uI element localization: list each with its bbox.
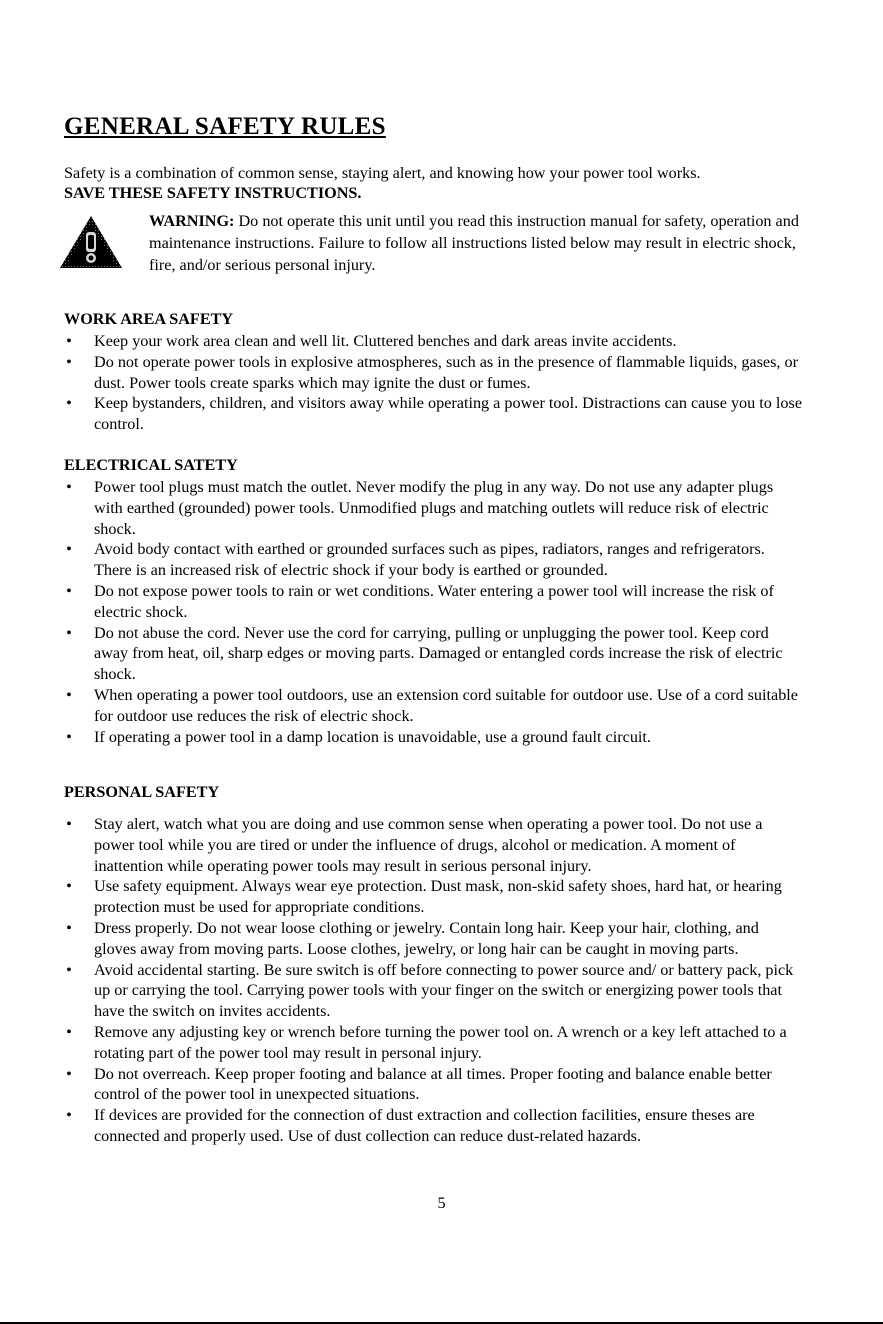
list-item xyxy=(64,581,804,623)
list-item xyxy=(64,918,804,960)
list-item-text: Do not operate power tools in explosive atmospheres, such as in the presence of flammable liquids, gases, or dust. Power tools create sparks which may ignite the dust or fumes. xyxy=(94,352,798,392)
list-item xyxy=(64,623,804,685)
bullet-icon: • xyxy=(66,394,72,413)
warning-block xyxy=(58,210,798,282)
list-item-text: Keep your work area clean and well lit. Cluttered benches and dark areas invite accidents. xyxy=(94,332,677,350)
bullet-icon: • xyxy=(66,581,72,600)
bullet-icon: • xyxy=(66,815,72,833)
intro-text: Safety is a combination of common sense, staying alert, and knowing how your power tool works. xyxy=(64,164,701,182)
warning-text xyxy=(149,210,819,276)
intro-paragraph xyxy=(64,163,824,203)
bullet-icon: • xyxy=(66,1106,72,1125)
bullet-icon: • xyxy=(66,918,72,937)
list-item-text: Use safety equipment. Always wear eye protection. Dust mask, non-skid safety shoes, hard hat, or hearing protection must be used for appropriate conditions. xyxy=(94,877,782,917)
bullet-icon: • xyxy=(66,332,72,350)
section-title: WORK AREA SAFETY xyxy=(64,310,234,328)
list-item xyxy=(64,1022,804,1064)
list-item xyxy=(64,727,804,748)
page-title: GENERAL SAFETY RULES xyxy=(64,113,386,140)
electrical-safety-section xyxy=(64,455,804,747)
bullet-icon: • xyxy=(66,727,72,746)
bullet-icon: • xyxy=(66,960,72,979)
list-item xyxy=(64,814,804,876)
list-item xyxy=(64,393,804,435)
warning-body: Do not operate this unit until you read this instruction manual for safety, operation and maintenance instructions. Failure to follow all instructions listed below may result in electric shock, fire, and/or serious personal injury. xyxy=(149,212,799,274)
bullet-icon: • xyxy=(66,1022,72,1041)
list-item xyxy=(64,331,804,352)
list-item xyxy=(64,1064,804,1106)
section-title: ELECTRICAL SATETY xyxy=(64,456,238,474)
warning-triangle-icon xyxy=(58,214,124,270)
rule-list xyxy=(64,477,804,747)
list-item xyxy=(64,685,804,727)
list-item-text: Remove any adjusting key or wrench before turning the power tool on. A wrench or a key left attached to a rotating part of the power tool may result in personal injury. xyxy=(94,1022,787,1062)
bullet-icon: • xyxy=(66,1064,72,1083)
warning-label: WARNING: xyxy=(149,212,235,230)
bullet-icon: • xyxy=(66,478,72,496)
list-item-text: Do not abuse the cord. Never use the cord for carrying, pulling or unplugging the power tool. Keep cord away from heat, oil, sharp edges or moving parts. Damaged or entangled cords increase the risk of electric shock. xyxy=(94,623,783,684)
page-number: 5 xyxy=(437,1194,446,1212)
save-instructions-line: SAVE THESE SAFETY INSTRUCTIONS. xyxy=(64,184,362,202)
list-item xyxy=(64,1105,804,1147)
list-item-text: Do not expose power tools to rain or wet conditions. Water entering a power tool will increase the risk of electric shock. xyxy=(94,581,774,621)
list-item xyxy=(64,477,804,539)
work-area-safety-section xyxy=(64,309,804,435)
list-item xyxy=(64,960,804,1022)
bullet-icon: • xyxy=(66,685,72,704)
section-title: PERSONAL SAFETY xyxy=(64,783,220,801)
list-item-text: Avoid accidental starting. Be sure switch is off before connecting to power source and/ or battery pack, pick up or carrying the tool. Carrying power tools with your finger on the switch or energizing power tools that have the switch on invites accidents. xyxy=(94,960,794,1021)
list-item-text: Stay alert, watch what you are doing and use common sense when operating a power tool. Do not use a power tool while you are tired or under the influence of drugs, alcohol or medication. A moment of inattention while operating power tools may result in serious personal injury. xyxy=(94,815,763,875)
list-item-text: If operating a power tool in a damp location is unavoidable, use a ground fault circuit. xyxy=(94,727,651,746)
list-item-text: Power tool plugs must match the outlet. Never modify the plug in any way. Do not use any adapter plugs with earthed (grounded) power tools. Unmodified plugs and matching outlets will reduce risk of electric shock. xyxy=(94,478,774,538)
list-item-text: When operating a power tool outdoors, use an extension cord suitable for outdoor use. Use of a cord suitable for outdoor use reduces the risk of electric shock. xyxy=(94,685,798,725)
list-item-text: Keep bystanders, children, and visitors away while operating a power tool. Distractions can cause you to lose control. xyxy=(94,394,803,434)
rule-list xyxy=(64,814,804,1147)
bullet-icon: • xyxy=(66,540,72,559)
list-item xyxy=(64,876,804,918)
list-item xyxy=(64,352,804,394)
bullet-icon: • xyxy=(66,352,72,371)
personal-safety-section xyxy=(64,782,804,1147)
list-item-text: Avoid body contact with earthed or grounded surfaces such as pipes, radiators, ranges and refrigerators. There is an increased risk of electric shock if your body is earthed or grounded. xyxy=(94,540,765,580)
rule-list xyxy=(64,331,804,435)
list-item-text: Dress properly. Do not wear loose clothing or jewelry. Contain long hair. Keep your hair, clothing, and gloves away from moving parts. Loose clothes, jewelry, or long hair can be caught in moving parts. xyxy=(94,918,759,958)
bullet-icon: • xyxy=(66,623,72,642)
list-item-text: If devices are provided for the connection of dust extraction and collection facilities, ensure theses are connected and properly used. Use of dust collection can reduce dust-related hazards. xyxy=(94,1106,755,1145)
list-item xyxy=(64,539,804,581)
bullet-icon: • xyxy=(66,877,72,896)
list-item-text: Do not overreach. Keep proper footing and balance at all times. Proper footing and balance enable better control of the power tool in unexpected situations. xyxy=(94,1064,772,1104)
